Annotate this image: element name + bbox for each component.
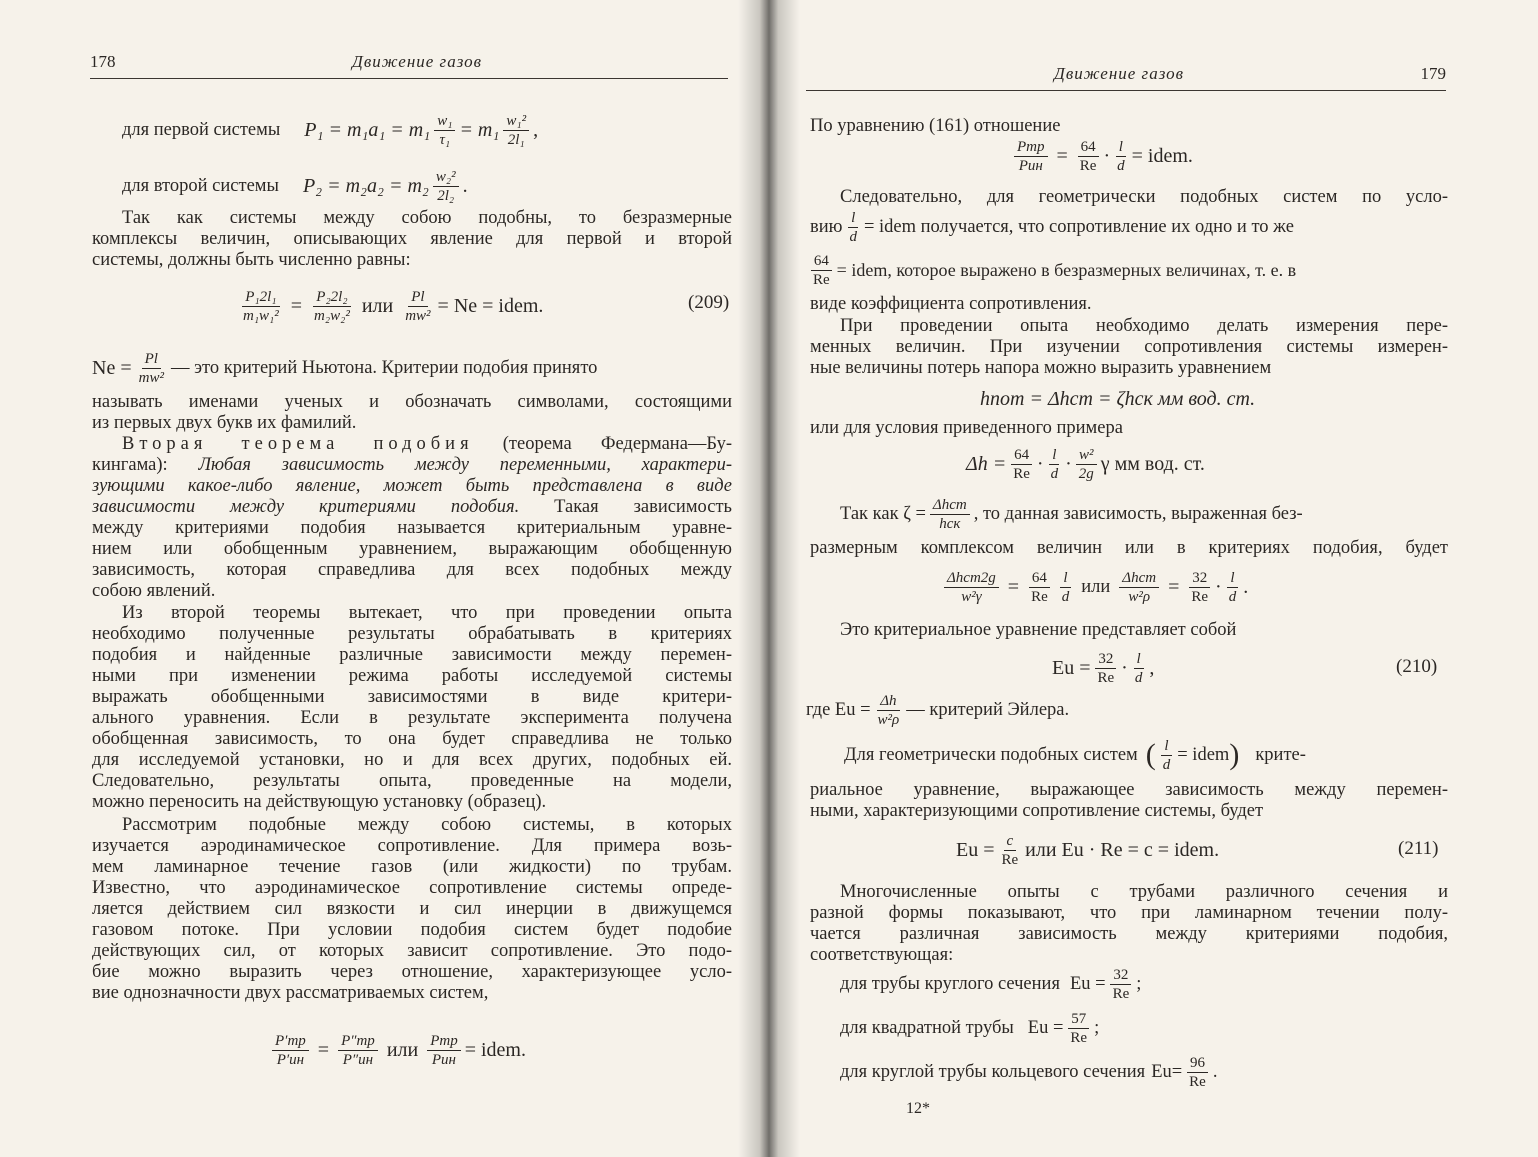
text-line: зависимость, которая справедлива для всех подобных между — [92, 560, 732, 580]
text-line: газовом потоке. При условии подобия систем будет подобие — [92, 920, 732, 940]
page-number: 179 — [1420, 64, 1446, 83]
text-line: Из второй теоремы вытекает, что при проведении опыта — [122, 603, 732, 623]
text-line: риальное уравнение, выражающее зависимость между перемен- — [810, 780, 1448, 800]
equation-idem: $\frac{P'тр}{P'ин}$ = $\frac{P''тр}{P''ин}$ или $\frac{\text{Pтр}}{\text{Pин}}$ = idem. — [268, 1022, 526, 1078]
equation-209: $\frac{\text{P₁2l₁}}{\text{m₁w₁²}}$ = $\frac{\text{P₂2l₂}}{\text{m₂w₂²}}$ или $\frac{Pl}{\text{mw²}}$ = Ne = idem. — [243, 288, 544, 324]
signature-mark: 12* — [906, 1100, 930, 1117]
text-line: нием или обобщенным уравнением, выражающим обобщенную — [92, 539, 732, 559]
text-line: действующих сил, от которых зависит сопротивление. Это подо- — [92, 941, 732, 961]
text-line: соответствующая: — [810, 945, 954, 965]
text-line: ные величины потерь напора можно выразить уравнением — [810, 358, 1272, 378]
equation-criteria: $\frac{\text{Δhст2g}}{\text{w²γ}}$ = $\frac{64}{Re}$ $\frac{l}{d}$ или $\frac{\text{Δhст}}{\text{w²ρ}}$ = $\frac{32}{Re}$ · $\frac{l}{d}$ . — [940, 562, 1248, 612]
running-title: Движение газов — [352, 52, 482, 71]
text-line: ального уравнения. Если в результате эксперимента получена — [92, 708, 732, 728]
right-page — [768, 0, 1538, 1157]
text-line: системы, должны быть численно равны: — [92, 250, 411, 270]
text-line: чается различная зависимость между критериями подобия, — [810, 924, 1448, 944]
text-line: ными при изменении режима работы исследуемой системы — [92, 666, 732, 686]
equation-211: Eu = $\frac{c}{Re}$ или Eu · Re = c = idem. — [956, 832, 1220, 868]
text-line: ляется действием сил вязкости и сил инерции в движущемся — [92, 899, 732, 919]
text-line: При проведении опыта необходимо делать измерения пере- — [840, 316, 1448, 336]
equation-first-system: для первой системы P₁ = m₁a₁ = m₁ $\frac{\text{w₁}}{\text{τ₁}}$ = m₁ $\frac{\text{w₁²}}{\text{2l₁}}$ , — [122, 112, 539, 148]
text-line: между критериями подобия называется критериальным уравне- — [92, 518, 732, 538]
equation-number: (209) — [688, 292, 730, 313]
equation-number: (210) — [1396, 656, 1438, 677]
text-line: зующими какое-либо явление, может быть представлена в виде — [92, 476, 732, 496]
text-line: разной формы показывают, что при ламинарном течении полу- — [810, 903, 1448, 923]
text-line: ными, характеризующими сопротивление системы, будет — [810, 801, 1264, 821]
equation-resistance-ratio: $\frac{\text{Pтр}}{\text{Pин}}$ = $\frac{64}{Re}$ · $\frac{l}{d}$ = idem. — [1010, 134, 1193, 178]
equation-head-loss: hпот = Δhст = ζhск мм вод. ст. — [980, 387, 1256, 410]
text-line: изучается аэродинамическое сопротивление. Для примера возь- — [92, 836, 732, 856]
text-line: бие можно выразить через отношение, характеризующее усло- — [92, 962, 732, 982]
text-line-with-fraction: Так как ζ = $\frac{\text{Δhст}}{\text{hск}}$ , то данная зависимость, выраженная без- — [840, 496, 1303, 532]
text-line: Рассмотрим подобные между собою системы, в которых — [122, 815, 732, 835]
page-number: 178 — [90, 52, 116, 71]
text-line: размерным комплексом величин или в критериях подобия, будет — [810, 538, 1448, 558]
text-line: обобщенная зависимость, то она будет справедлива не только — [92, 729, 732, 749]
left-page — [0, 0, 768, 1157]
text-line: Так как системы между собою подобны, то безразмерные — [122, 208, 732, 228]
text-line: можно переносить на действующую установку (образец). — [92, 792, 547, 812]
right-running-head — [806, 64, 1446, 91]
equation-number: (211) — [1398, 838, 1439, 859]
text-line: зависимости между критериями подобия. Такая зависимость — [92, 497, 732, 517]
text-line: менных величин. При изучении сопротивления системы измерен- — [810, 337, 1448, 357]
left-running-head — [90, 52, 728, 79]
text-line: называть именами ученых и обозначать символами, состоящими — [92, 392, 732, 412]
text-line: подобия и найденные различные зависимости между перемен- — [92, 645, 732, 665]
euler-criterion: где Eu = $\frac{\Delta h}{\text{w²ρ}}$ — критерий Эйлера. — [806, 692, 1070, 728]
text-line: собою явлений. — [92, 581, 216, 601]
text-line-with-fraction: вию $\frac{l}{d}$ = idem получается, что сопротивление их одно и то же — [810, 209, 1294, 245]
case-annular-pipe: для круглой трубы кольцевого сечения Eu= $\frac{96}{Re}$ . — [840, 1054, 1218, 1090]
text-line: Многочисленные опыты с трубами различного сечения и — [840, 882, 1448, 902]
text-line: кингама): Любая зависимость между переменными, характери- — [92, 455, 732, 475]
theorem-heading-line: Вторая теорема подобия (теорема Федермана—Бу- — [122, 434, 732, 454]
text-line: вие однозначности двух рассматриваемых систем, — [92, 983, 489, 1003]
text-line: Это критериальное уравнение представляет собой — [840, 620, 1237, 640]
text-line: виде коэффициента сопротивления. — [810, 294, 1092, 314]
text-line: Известно, что аэродинамическое сопротивление системы опреде- — [92, 878, 732, 898]
text-line: для исследуемой установки, но и для всех других, подобных ей. — [92, 750, 732, 770]
case-round-pipe: для трубы круглого сечения Eu = $\frac{32}{Re}$ ; — [840, 966, 1142, 1002]
text-line: необходимо полученные результаты обрабатывать в критериях — [92, 624, 732, 644]
text-line: из первых двух букв их фамилий. — [92, 413, 357, 433]
newton-criterion: Ne = $\frac{Pl}{\text{mw²}}$ — это критерий Ньютона. Критерии подобия принято — [92, 350, 598, 386]
text-line: комплексы величин, описывающих явление для первой и второй — [92, 229, 732, 249]
text-line-with-fraction: $\frac{64}{Re}$ = idem, которое выражено в безразмерных величинах, т. е. в — [810, 250, 1296, 290]
case-square-pipe: для квадратной трубы Eu = $\frac{57}{Re}$ ; — [840, 1010, 1100, 1046]
running-title: Движение газов — [1054, 64, 1184, 83]
equation-second-system: для второй системы P₂ = m₂a₂ = m₂ $\frac{\text{w₂²}}{\text{2l₂}}$ . — [122, 168, 468, 204]
text-line: или для условия приведенного примера — [810, 418, 1123, 438]
text-line: Следовательно, для геометрически подобных систем по усло- — [840, 187, 1448, 207]
text-line: выражать обобщенными зависимостями в виде критери- — [92, 687, 732, 707]
text-line: По уравнению (161) отношение — [810, 116, 1061, 136]
text-line: Следовательно, результаты опыта, проведенные на модели, — [92, 771, 732, 791]
text-line-with-fraction: Для геометрически подобных систем ( $\frac{l}{d}$ = idem ) крите- — [844, 737, 1306, 773]
equation-210: Eu = $\frac{32}{Re}$ · $\frac{l}{d}$ , — [1052, 650, 1155, 686]
text-line: мем ламинарное течение газов (или жидкости) по трубам. — [92, 857, 732, 877]
equation-delta-h: Δh = $\frac{64}{Re}$ · $\frac{l}{d}$ · $\frac{\text{w²}}{2g}$ γ мм вод. ст. — [966, 446, 1205, 482]
